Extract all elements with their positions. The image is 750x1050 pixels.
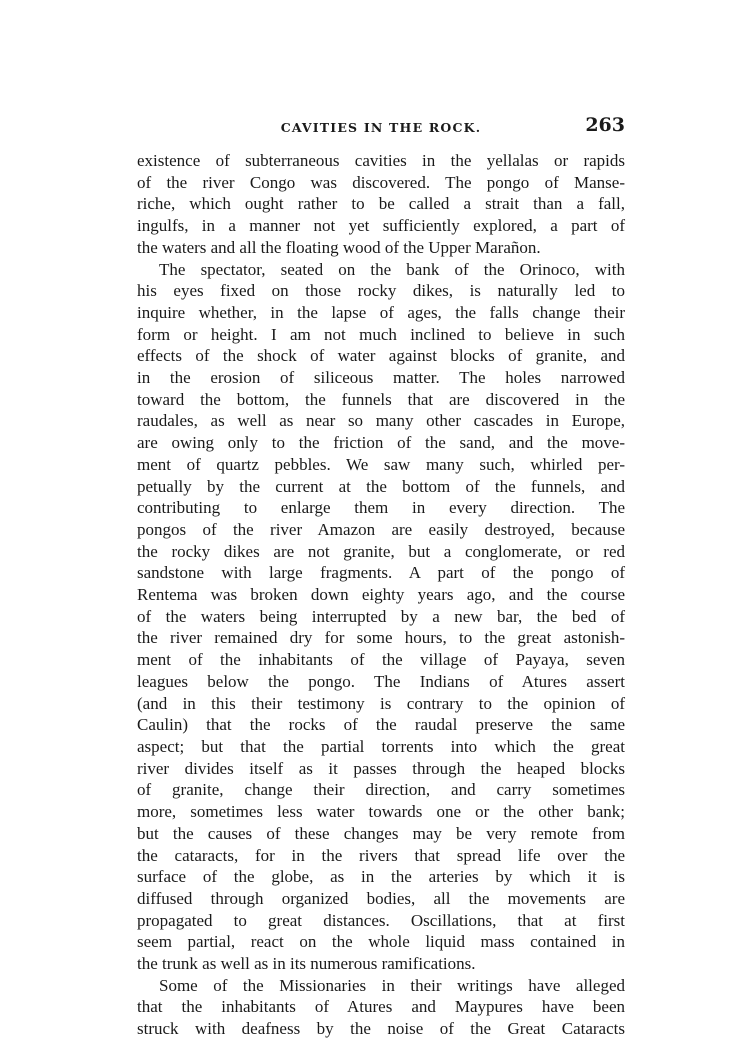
text-line: Rentema was broken down eighty years ago, and the course bbox=[137, 585, 625, 605]
text-line: the waters and all the floating wood of the Upper Marañon. bbox=[137, 237, 541, 257]
text-line: of the river Congo was discovered. The pongo of Manse- bbox=[137, 172, 625, 192]
text-line: the rocky dikes are not granite, but a conglomerate, or red bbox=[137, 541, 625, 561]
text-line: ment of the inhabitants of the village of Payaya, seven bbox=[137, 650, 625, 670]
paragraph-3 bbox=[137, 975, 625, 1040]
text-line: toward the bottom, the funnels that are discovered in the bbox=[137, 389, 625, 409]
text-line: The spectator, seated on the bank of the Orinoco, with bbox=[159, 259, 625, 279]
text-line: effects of the shock of water against blocks of granite, and bbox=[137, 346, 625, 366]
text-line: the cataracts, for in the rivers that spread life over the bbox=[137, 845, 625, 865]
text-line: his eyes fixed on those rocky dikes, is naturally led to bbox=[137, 281, 625, 301]
text-line: existence of subterraneous cavities in the yellalas or rapids bbox=[137, 151, 625, 170]
text-line: ment of quartz pebbles. We saw many such, whirled per- bbox=[137, 454, 625, 474]
text-line: struck with deafness by the noise of the Great Cataracts bbox=[137, 1019, 625, 1039]
text-line: are owing only to the friction of the sand, and the move- bbox=[137, 433, 625, 453]
text-line: surface of the globe, as in the arteries by which it is bbox=[137, 867, 625, 887]
page-number: 263 bbox=[585, 114, 625, 136]
text-line: pongos of the river Amazon are easily destroyed, because bbox=[137, 519, 625, 539]
text-line: river divides itself as it passes through the heaped blocks bbox=[137, 758, 625, 778]
text-line: aspect; but that the partial torrents into which the great bbox=[137, 736, 625, 756]
text-line: leagues below the pongo. The Indians of Atures assert bbox=[137, 671, 625, 691]
text-line: in the erosion of siliceous matter. The holes narrowed bbox=[137, 368, 625, 388]
text-line: the river remained dry for some hours, to the great astonish- bbox=[137, 628, 625, 648]
text-line: propagated to great distances. Oscillations, that at first bbox=[137, 910, 625, 930]
text-line: the trunk as well as in its numerous ramifications. bbox=[137, 954, 476, 974]
running-title: CAVITIES IN THE ROCK. bbox=[280, 120, 482, 135]
running-head bbox=[137, 100, 625, 138]
text-line: contributing to enlarge them in every direction. The bbox=[137, 498, 625, 518]
text-line: riche, which ought rather to be called a strait than a fall, bbox=[137, 194, 625, 214]
paragraph-2 bbox=[137, 259, 625, 975]
body-text bbox=[137, 150, 625, 1040]
text-line: sandstone with large fragments. A part of the pongo of bbox=[137, 563, 625, 583]
text-line: (and in this their testimony is contrary to the opinion of bbox=[137, 693, 625, 713]
text-line: seem partial, react on the whole liquid mass contained in bbox=[137, 932, 625, 952]
text-line: Caulin) that the rocks of the raudal preserve the same bbox=[137, 715, 625, 735]
text-line: of the waters being interrupted by a new bar, the bed of bbox=[137, 606, 625, 626]
text-line: raudales, as well as near so many other cascades in Europe, bbox=[137, 411, 625, 431]
text-line: inquire whether, in the lapse of ages, the falls change their bbox=[137, 302, 625, 322]
text-line: more, sometimes less water towards one or the other bank; bbox=[137, 802, 625, 822]
book-page bbox=[137, 100, 625, 1040]
text-line: diffused through organized bodies, all the movements are bbox=[137, 888, 625, 908]
text-line: Some of the Missionaries in their writings have alleged bbox=[159, 975, 625, 995]
text-line: petually by the current at the bottom of the funnels, and bbox=[137, 476, 625, 496]
text-line: form or height. I am not much inclined to believe in such bbox=[137, 324, 625, 344]
text-line: ingulfs, in a manner not yet sufficiently explored, a part of bbox=[137, 216, 625, 236]
text-line: of granite, change their direction, and carry sometimes bbox=[137, 780, 625, 800]
text-line: but the causes of these changes may be very remote from bbox=[137, 823, 625, 843]
paragraph-1 bbox=[137, 150, 625, 259]
text-line: that the inhabitants of Atures and Maypures have been bbox=[137, 997, 625, 1017]
